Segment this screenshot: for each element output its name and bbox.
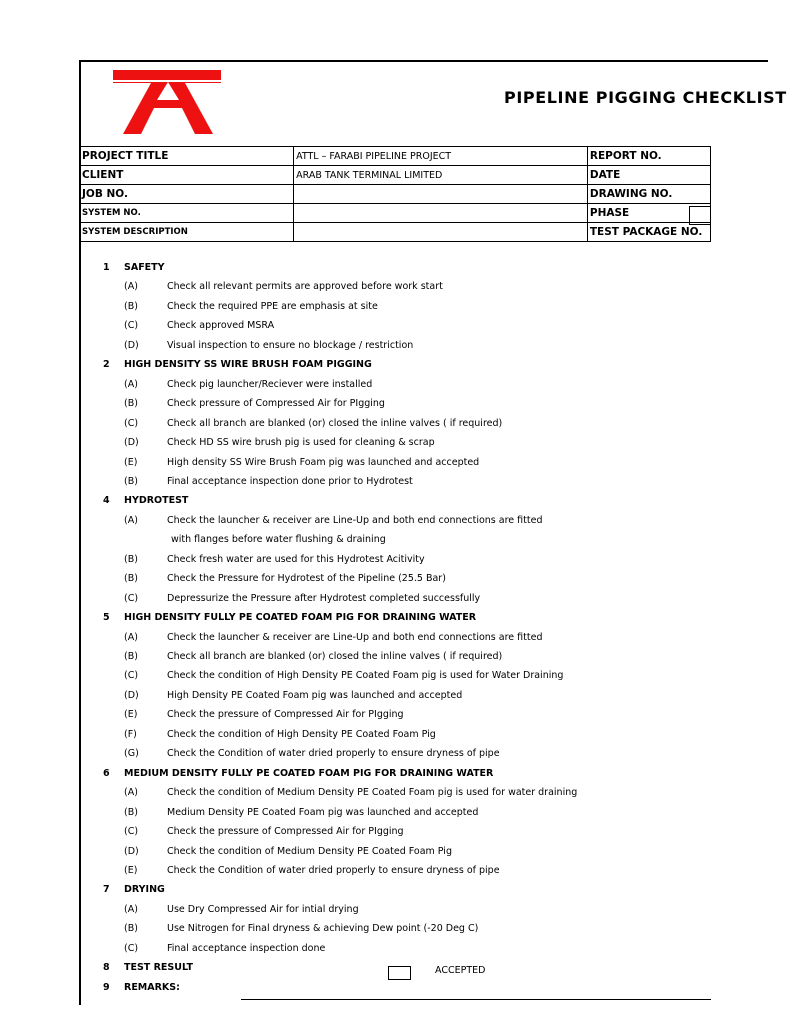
section-number: 1 [103,262,110,273]
item-text: Check approved MSRA [167,320,275,332]
item-letter: (A) [124,787,138,799]
item-letter: (E) [124,864,138,876]
section-title: REMARKS: [124,981,180,993]
item-text: Check pressure of Compressed Air for PIgging [167,398,385,410]
item-text: Check all relevant permits are approved before work start [167,281,443,293]
info-row [80,166,711,185]
info-row [80,185,711,204]
section-number: 9 [103,981,110,993]
item-text: Check all branch are blanked (or) closed the inline valves ( if required) [167,651,503,662]
item-letter: (B) [124,553,138,565]
item-letter: (E) [124,456,138,468]
project-info-table [79,146,711,242]
item-text: Check the pressure of Compressed Air for PIgging [167,709,404,721]
item-text: Check the Condition of water dried properly to ensure dryness of pipe [167,864,500,876]
item-text: Check HD SS wire brush pig is used for cleaning & scrap [167,437,435,449]
item-letter: (F) [124,728,137,740]
item-text: Check fresh water are used for this Hydrotest Acitivity [167,553,425,565]
item-letter: (C) [124,417,139,429]
item-letter: (G) [124,748,139,760]
item-letter: (C) [124,670,139,682]
info-label: SYSTEM NO. [80,204,294,223]
item-letter: (C) [124,320,139,332]
item-letter: (A) [124,281,138,293]
info-right-label: DATE [587,166,710,185]
info-value[interactable] [294,223,588,242]
item-letter: (B) [124,475,138,487]
section-number: 7 [103,884,110,896]
item-text: High Density PE Coated Foam pig was launched and accepted [167,689,463,701]
item-letter: (E) [124,709,138,721]
info-value[interactable]: ATTL – FARABI PIPELINE PROJECT [294,147,588,166]
item-text: with flanges before water flushing & draining [171,534,386,546]
item-letter: (D) [124,339,139,351]
item-text: Medium Density PE Coated Foam pig was launched and accepted [167,806,479,818]
item-text: Depressurize the Pressure after Hydrotest completed successfully [167,592,481,604]
item-text: Visual inspection to ensure no blockage / restriction [167,339,414,351]
section-number: 5 [103,612,110,624]
item-text: High density SS Wire Brush Foam pig was launched and accepted [167,456,480,468]
item-text: Check the required PPE are emphasis at site [167,300,378,312]
item-text: Check the Pressure for Hydrotest of the Pipeline (25.5 Bar) [167,573,446,585]
item-letter: (B) [124,651,138,662]
info-right-label: DRAWING NO. [587,185,710,204]
item-letter: (A) [124,631,138,643]
item-text: Check the launcher & receiver are Line-Up and both end connections are fitted [167,514,543,526]
item-letter: (A) [124,378,138,390]
company-logo [113,68,223,136]
info-label: JOB NO. [80,185,294,204]
info-right-label: TEST PACKAGE NO. [587,223,710,242]
item-letter: (B) [124,806,138,818]
item-letter: (D) [124,845,139,857]
cell-cursor [689,206,711,225]
item-text: Check the pressure of Compressed Air for PIgging [167,826,404,838]
section-number: 2 [103,359,110,371]
item-text: Check the condition of High Density PE Coated Foam Pig [167,728,436,740]
section-title: HYDROTEST [124,495,189,507]
info-row [80,204,711,223]
item-text: Use Dry Compressed Air for intial drying [167,903,359,915]
section-number: 4 [103,495,110,507]
item-text: Check the condition of Medium Density PE Coated Foam Pig [167,845,452,857]
info-right-label: REPORT NO. [587,147,710,166]
item-letter: (A) [124,514,138,526]
item-letter: (C) [124,826,139,838]
section-title: MEDIUM DENSITY FULLY PE COATED FOAM PIG FOR DRAINING WATER [124,767,494,779]
section-title: HIGH DENSITY FULLY PE COATED FOAM PIG FOR DRAINING WATER [124,612,477,624]
remarks-line [241,999,711,1000]
frame-top-border [79,60,768,62]
info-row [80,223,711,242]
info-label: SYSTEM DESCRIPTION [80,223,294,242]
document-title: PIPELINE PIGGING CHECKLIST [504,88,787,107]
accepted-label: ACCEPTED [435,965,486,976]
info-value[interactable] [294,185,588,204]
item-letter: (B) [124,398,138,410]
section-title: SAFETY [124,262,165,273]
item-text: Final acceptance inspection done [167,942,326,954]
section-number: 8 [103,962,110,974]
item-letter: (B) [124,300,138,312]
section-title: HIGH DENSITY SS WIRE BRUSH FOAM PIGGING [124,359,372,371]
info-label: PROJECT TITLE [80,147,294,166]
item-text: Check the launcher & receiver are Line-Up and both end connections are fitted [167,631,543,643]
item-text: Check the Condition of water dried properly to ensure dryness of pipe [167,748,500,760]
item-letter: (D) [124,689,139,701]
item-text: Use Nitrogen for Final dryness & achieving Dew point (-20 Deg C) [167,923,479,935]
item-letter: (B) [124,573,138,585]
item-letter: (C) [124,592,139,604]
section-number: 6 [103,767,110,779]
info-value[interactable] [294,204,588,223]
info-label: CLIENT [80,166,294,185]
info-row [80,147,711,166]
accepted-checkbox[interactable] [388,966,411,980]
item-letter: (C) [124,942,139,954]
item-text: Check the condition of Medium Density PE Coated Foam pig is used for water draining [167,787,578,799]
item-text: Final acceptance inspection done prior to Hydrotest [167,475,413,487]
section-title: DRYING [124,884,165,896]
item-text: Check all branch are blanked (or) closed the inline valves ( if required) [167,417,503,429]
item-text: Check pig launcher/Reciever were installed [167,378,373,390]
section-title: TEST RESULT [124,962,193,974]
item-text: Check the condition of High Density PE Coated Foam pig is used for Water Draining [167,670,564,682]
info-value[interactable]: ARAB TANK TERMINAL LIMITED [294,166,588,185]
item-letter: (D) [124,437,139,449]
item-letter: (A) [124,903,138,915]
info-right-label: PHASE [587,204,710,223]
item-letter: (B) [124,923,138,935]
